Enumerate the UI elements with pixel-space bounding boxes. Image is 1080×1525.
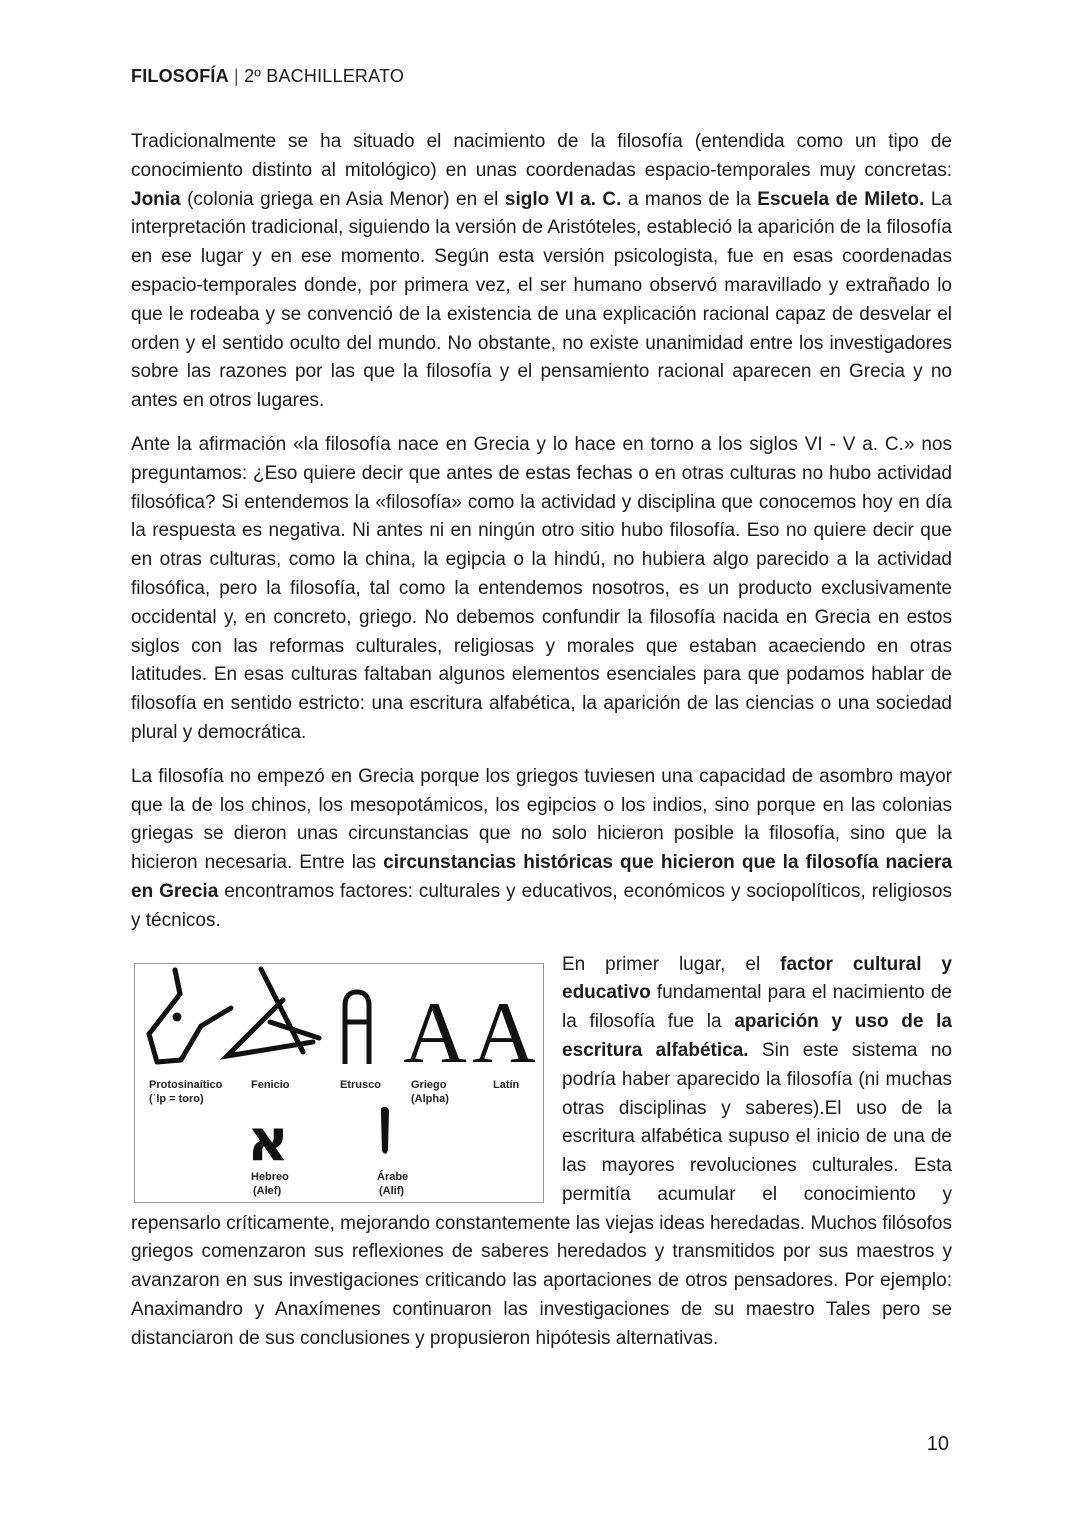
paragraph-2: Ante la afirmación «la filosofía nace en Grecia y lo hace en torno a los siglos VI - V a. C.» nos preguntamos: ¿Eso quiere decir que antes de estas fechas o en otras culturas no hubo actividad filosófica? Si entendemos la «filosofía» como la actividad y disciplina que conocemos hoy en día la respuesta es negativa. Ni antes ni en ningún otro sitio hubo filosofía. Eso no quiere decir que en otras culturas, como la china, la egipcia o la hindú, no hubiera algo parecido a la actividad filosófica, pero la filosofía, tal como la entendemos nosotros, es un producto exclusivamente occidental y, en concreto, griego. No debemos confundir la filosofía nacida en Grecia en estos siglos con las reformas culturales, religiosas y morales que estaban acaeciendo en otras latitudes. En esas culturas faltaban algunos elementos esenciales para que podamos hablar de filosofía en sentido estricto: una escritura alfabética, la aparición de las ciencias o una sociedad plural y democrática. — [131, 433, 952, 743]
page-content — [131, 128, 952, 1369]
label-arabic-note: (Alif) — [379, 1184, 405, 1197]
paragraph-4: En primer lugar, el factor cultural y educativo fundamental para el nacimiento de la filosofía fue la aparición y uso de la escritura alfabética. Sin este sistema no podría haber aparecido la filosofía (ni muchas otras disciplinas y saberes).El uso de la escritura alfabética supuso el inicio de una de las mayores revoluciones culturales. Esta permitía acumular el conocimiento y repensarlo críticamente, mejorando constantemente las viejas ideas heredadas. Muchos filósofos griegos comenzaron sus reflexiones de saberes heredados y transmitidos por sus maestros y avanzaron en sus investigaciones criticando las aportaciones de otros pensadores. Por ejemplo: Anaximandro y Anaxímenes continuaron las investigaciones de su maestro Tales pero se distanciaron de sus conclusiones y propusieron hipótesis alternativas. — [131, 953, 952, 1349]
label-greek: Griego — [411, 1078, 447, 1091]
paragraph-3: La filosofía no empezó en Grecia porque los griegos tuviesen una capacidad de asombro mayor que la de los chinos, los mesopotámicos, los egipcios o los indios, sino porque en las colonias griegas se dieron unas circunstancias que no solo hicieron posible la filosofía, sino que la hicieron necesaria. Entre las circunstancias históricas que hicieron que la filosofía naciera en Grecia encontramos factores: culturales y educativos, económicos y sociopolíticos, religiosos y técnicos. — [131, 765, 953, 931]
header-course: 2º BACHILLERATO — [244, 66, 405, 86]
label-hebrew: Hebreo — [251, 1170, 289, 1183]
greek-glyph: A — [403, 984, 467, 1082]
protosinaitic-glyph — [149, 970, 231, 1062]
header-separator: | — [228, 66, 245, 86]
label-protosinaitic-note: (ʾlp = toro) — [149, 1092, 204, 1105]
label-etruscan: Etrusco — [340, 1078, 381, 1091]
label-protosinaitic: Protosinaítico — [149, 1078, 223, 1091]
latin-glyph: A — [472, 984, 536, 1082]
phoenician-glyph — [227, 969, 319, 1056]
page-header — [131, 66, 404, 87]
alphabet-evolution-figure — [134, 963, 544, 1203]
label-hebrew-note: (Alef) — [253, 1184, 282, 1197]
page-number: 10 — [926, 1433, 949, 1455]
hebrew-glyph: א — [246, 1105, 290, 1174]
header-subject: FILOSOFÍA — [131, 66, 229, 86]
arabic-glyph — [381, 1106, 389, 1153]
etruscan-glyph — [345, 992, 369, 1064]
paragraph-1: Tradicionalmente se ha situado el nacimiento de la filosofía (entendida como un tipo de conocimiento distinto al mitológico) en unas coordenadas espacio-temporales muy concretas: Jonia (colonia griega en Asia Menor) en el siglo VI a. C. a manos de la Escuela de Mileto. La interpretación tradicional, siguiendo la versión de Aristóteles, estableció la aparición de la filosofía en ese lugar y en ese momento. Según esta versión psicologista, fue en esas coordenadas espacio-temporales donde, por primera vez, el ser humano observó maravillado y extrañado lo que le rodeaba y se convenció de la existencia de una explicación racional capaz de desvelar el orden y el sentido oculto del mundo. No obstante, no existe unanimidad entre los investigadores sobre las razones por las que la filosofía y el pensamiento racional aparecen en Grecia y no antes en otros lugares. — [131, 131, 952, 412]
label-greek-note: (Alpha) — [411, 1092, 449, 1105]
label-latin: Latín — [493, 1078, 520, 1091]
label-arabic: Árabe — [377, 1170, 409, 1183]
label-phoenician: Fenicio — [251, 1078, 290, 1091]
